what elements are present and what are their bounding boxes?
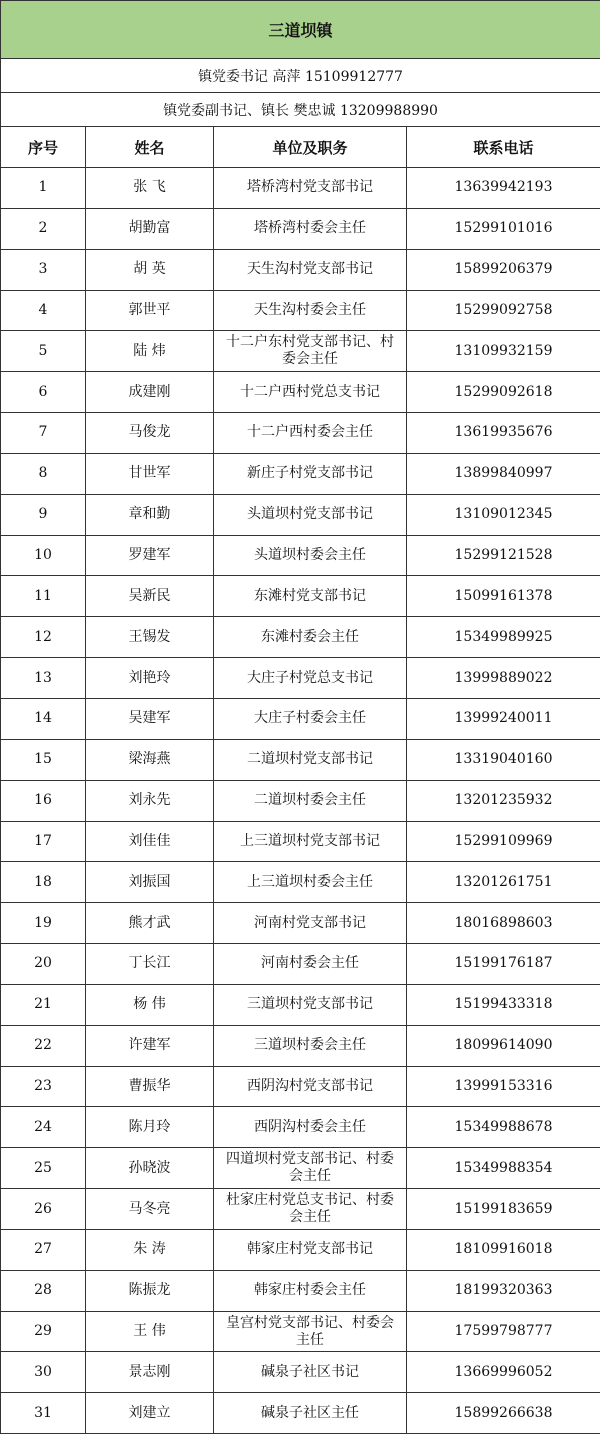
row-number: 24 [1,1107,86,1148]
row-number: 28 [1,1270,86,1311]
row-unit: 三道坝村委会主任 [214,1025,407,1066]
row-number: 31 [1,1393,86,1434]
row-number: 16 [1,780,86,821]
row-unit: 三道坝村党支部书记 [214,984,407,1025]
row-number: 6 [1,372,86,413]
row-number: 21 [1,984,86,1025]
table-row [1,862,600,903]
table-row [1,658,600,699]
table-row [1,535,600,576]
row-unit: 韩家庄村委会主任 [214,1270,407,1311]
secretary-row [1,59,600,93]
row-name: 曹振华 [86,1066,214,1107]
table-row [1,780,600,821]
table-row [1,413,600,454]
row-unit: 天生沟村党支部书记 [214,249,407,290]
row-name: 景志刚 [86,1352,214,1393]
row-name: 丁长江 [86,944,214,985]
header-name: 姓名 [86,127,214,168]
row-unit: 河南村党支部书记 [214,903,407,944]
row-number: 26 [1,1189,86,1230]
row-unit: 碱泉子社区主任 [214,1393,407,1434]
row-phone: 15349989925 [407,617,600,658]
row-unit: 西阴沟村委会主任 [214,1107,407,1148]
row-unit: 新庄子村党支部书记 [214,453,407,494]
row-unit: 二道坝村党支部书记 [214,739,407,780]
row-phone: 13201235932 [407,780,600,821]
row-unit: 皇宫村党支部书记、村委会主任 [214,1311,407,1352]
row-name: 刘建立 [86,1393,214,1434]
table-row [1,372,600,413]
row-number: 20 [1,944,86,985]
header-row [1,127,600,168]
row-phone: 18109916018 [407,1229,600,1270]
table-row [1,1229,600,1270]
row-name: 陈月玲 [86,1107,214,1148]
table-row [1,1393,600,1434]
table-row [1,698,600,739]
row-unit: 上三道坝村党支部书记 [214,821,407,862]
row-name: 杨 伟 [86,984,214,1025]
row-number: 10 [1,535,86,576]
table-row [1,290,600,331]
row-name: 胡勤富 [86,208,214,249]
table-row [1,984,600,1025]
row-phone: 15299121528 [407,535,600,576]
row-number: 3 [1,249,86,290]
row-name: 成建刚 [86,372,214,413]
row-number: 18 [1,862,86,903]
row-number: 27 [1,1229,86,1270]
row-unit: 天生沟村委会主任 [214,290,407,331]
row-name: 郭世平 [86,290,214,331]
table-row [1,1352,600,1393]
table-row [1,494,600,535]
row-number: 5 [1,331,86,372]
table-row [1,1189,600,1230]
header-unit: 单位及职务 [214,127,407,168]
row-name: 刘振国 [86,862,214,903]
row-name: 马冬亮 [86,1189,214,1230]
table-row [1,1107,600,1148]
secretary-info: 镇党委书记 高萍 15109912777 [1,59,600,93]
table-row [1,208,600,249]
row-phone: 15299092618 [407,372,600,413]
table-row [1,1270,600,1311]
row-phone: 18199320363 [407,1270,600,1311]
row-phone: 13999889022 [407,658,600,699]
row-phone: 13201261751 [407,862,600,903]
row-unit: 十二户西村委会主任 [214,413,407,454]
row-name: 章和勤 [86,494,214,535]
row-name: 朱 涛 [86,1229,214,1270]
table-body [1,168,600,1434]
row-unit: 十二户东村党支部书记、村委会主任 [214,331,407,372]
row-unit: 塔桥湾村委会主任 [214,208,407,249]
row-name: 甘世军 [86,453,214,494]
row-number: 13 [1,658,86,699]
table-row [1,168,600,209]
row-number: 17 [1,821,86,862]
row-name: 刘永先 [86,780,214,821]
row-name: 刘艳玲 [86,658,214,699]
title-row [1,1,600,59]
row-phone: 15199183659 [407,1189,600,1230]
row-number: 29 [1,1311,86,1352]
table-row [1,1066,600,1107]
row-number: 15 [1,739,86,780]
row-unit: 西阴沟村党支部书记 [214,1066,407,1107]
row-phone: 15199433318 [407,984,600,1025]
row-unit: 二道坝村委会主任 [214,780,407,821]
row-unit: 大庄子村党总支书记 [214,658,407,699]
table-row [1,617,600,658]
row-unit: 头道坝村委会主任 [214,535,407,576]
row-phone: 15099161378 [407,576,600,617]
row-phone: 15349988354 [407,1148,600,1189]
table-row [1,453,600,494]
row-name: 陈振龙 [86,1270,214,1311]
row-name: 王 伟 [86,1311,214,1352]
row-number: 1 [1,168,86,209]
table-row [1,903,600,944]
row-name: 吴建军 [86,698,214,739]
row-name: 许建军 [86,1025,214,1066]
row-phone: 15349988678 [407,1107,600,1148]
row-name: 罗建军 [86,535,214,576]
row-name: 刘佳佳 [86,821,214,862]
table-row [1,1025,600,1066]
row-phone: 13639942193 [407,168,600,209]
row-phone: 15299092758 [407,290,600,331]
table-row [1,821,600,862]
row-name: 陆 炜 [86,331,214,372]
row-unit: 河南村委会主任 [214,944,407,985]
table-row [1,944,600,985]
row-name: 胡 英 [86,249,214,290]
row-number: 9 [1,494,86,535]
row-name: 马俊龙 [86,413,214,454]
row-phone: 18016898603 [407,903,600,944]
row-name: 吴新民 [86,576,214,617]
row-number: 14 [1,698,86,739]
row-number: 7 [1,413,86,454]
row-phone: 17599798777 [407,1311,600,1352]
row-number: 2 [1,208,86,249]
row-phone: 15899266638 [407,1393,600,1434]
row-unit: 头道坝村党支部书记 [214,494,407,535]
row-phone: 15299109969 [407,821,600,862]
row-number: 19 [1,903,86,944]
row-phone: 18099614090 [407,1025,600,1066]
row-phone: 13999240011 [407,698,600,739]
row-unit: 上三道坝村委会主任 [214,862,407,903]
row-phone: 15299101016 [407,208,600,249]
row-phone: 13899840997 [407,453,600,494]
row-unit: 塔桥湾村党支部书记 [214,168,407,209]
row-unit: 韩家庄村党支部书记 [214,1229,407,1270]
row-phone: 13619935676 [407,413,600,454]
row-unit: 东滩村党支部书记 [214,576,407,617]
row-phone: 13669996052 [407,1352,600,1393]
table-row [1,249,600,290]
table-row [1,1311,600,1352]
row-phone: 13109932159 [407,331,600,372]
deputy-info: 镇党委副书记、镇长 樊忠诚 13209988990 [1,93,600,127]
row-phone: 15199176187 [407,944,600,985]
table-title: 三道坝镇 [1,1,600,59]
row-unit: 杜家庄村党总支书记、村委会主任 [214,1189,407,1230]
row-number: 11 [1,576,86,617]
row-unit: 大庄子村委会主任 [214,698,407,739]
row-number: 22 [1,1025,86,1066]
row-number: 8 [1,453,86,494]
row-name: 熊才武 [86,903,214,944]
row-number: 23 [1,1066,86,1107]
row-name: 孙晓波 [86,1148,214,1189]
deputy-row [1,93,600,127]
header-phone: 联系电话 [407,127,600,168]
row-number: 25 [1,1148,86,1189]
row-name: 梁海燕 [86,739,214,780]
row-number: 4 [1,290,86,331]
table-row [1,739,600,780]
row-phone: 13319040160 [407,739,600,780]
table-row [1,1148,600,1189]
row-number: 30 [1,1352,86,1393]
row-name: 张 飞 [86,168,214,209]
row-phone: 15899206379 [407,249,600,290]
row-unit: 十二户西村党总支书记 [214,372,407,413]
table-row [1,576,600,617]
table-row [1,331,600,372]
row-phone: 13109012345 [407,494,600,535]
row-name: 王锡发 [86,617,214,658]
header-no: 序号 [1,127,86,168]
row-phone: 13999153316 [407,1066,600,1107]
row-number: 12 [1,617,86,658]
row-unit: 碱泉子社区书记 [214,1352,407,1393]
row-unit: 东滩村委会主任 [214,617,407,658]
row-unit: 四道坝村党支部书记、村委会主任 [214,1148,407,1189]
